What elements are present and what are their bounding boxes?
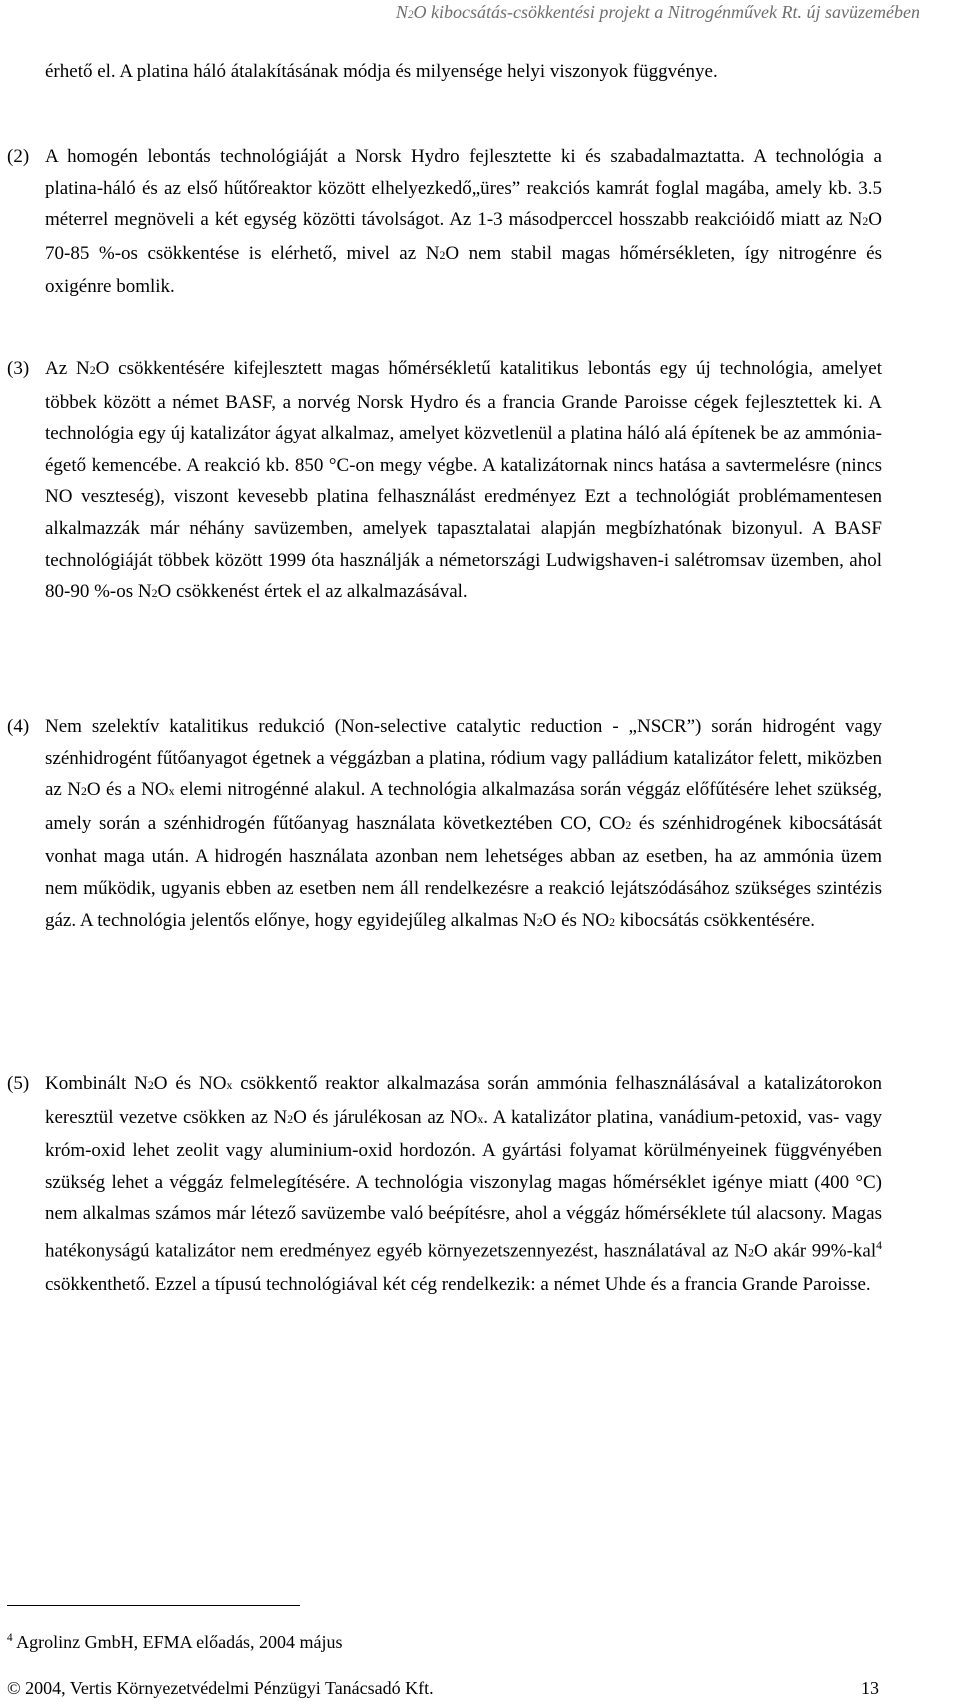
subscript: 2: [862, 215, 869, 229]
subscript: 2: [536, 915, 543, 929]
text-run: . A katalizátor platina, vanádium-petoxid, vas- vagy króm-oxid lehet zeolit vagy aluminium-oxid hordozón. A gyártási folyamat körülményeinek függvényében szükség lehet a véggáz felmelegítésére. A technológia viszonylag magas hőmérséklet igénye miatt (400 °C) nem alkalmas számos már létező savüzembe való beépítésre, ahol a véggáz hőmérséklete túl alacsony. Magas hatékonyságú katalizátor nem eredményez egyéb környezetszennyezést, használatával az N: [45, 1106, 883, 1262]
text-run: A homogén lebontás technológiáját a Norsk Hydro fejlesztette ki és szabadalmaztatta. A technológia a platina-háló és az első hűtőreaktor között elhelyezkedő„üres” reakciós kamrát foglal magába, amely kb. 3.5 méterrel megnöveli a két egység közötti távolságot. Az 1-3 másodperccel hosszabb reakcióidő miatt az N: [45, 146, 882, 231]
text-run: csökkenthető. Ezzel a típusú technológiával két cég rendelkezik: a német Uhde és a francia Grande Paroisse.: [45, 1273, 871, 1295]
footnote-mark: 4: [7, 1632, 13, 1644]
page-number: 13: [861, 1678, 879, 1698]
footnote-text: Agrolinz GmbH, EFMA előadás, 2004 május: [12, 1632, 343, 1652]
subscript: x: [477, 1112, 484, 1126]
text-run: Az N: [45, 358, 90, 379]
subscript: 2: [147, 1079, 154, 1092]
text-run: O 70-85 %-os csökkentése is elérhető, mivel az N: [45, 209, 882, 264]
item-number: (2): [7, 146, 30, 167]
text-run: O és a NO: [86, 779, 169, 801]
subscript: 2: [625, 818, 632, 832]
item-number: (3): [7, 358, 30, 379]
text-run: kibocsátás csökkentésére.: [615, 909, 816, 931]
text-run: és szénhidrogének kibocsátását vonhat maga után. A hidrogén használata azonban nem lehetséges abban az esetben, ha az ammónia üzem nem működik, ugyanis ebben az esetben nem áll rendelkezésre a reakció lejátszódásához szükséges szintézis gáz. A technológia jelentős előnye, hogy egyidejűleg alkalmas N: [45, 812, 882, 931]
text-run: O nem stabil magas hőmérsékleten, így nitrogénre és oxigénre bomlik.: [45, 242, 882, 298]
footnote-divider: [7, 1605, 300, 1606]
footnote-ref: 4: [876, 1238, 882, 1252]
subscript: 2: [609, 915, 616, 929]
text-run: Kombinált N: [45, 1073, 148, 1094]
item-text: [45, 711, 882, 938]
intro-paragraph: érhető el. A platina háló átalakításának módja és milyensége helyi viszonyok függvénye.: [45, 61, 718, 82]
text-run: Nem szelektív katalitikus redukció (Non-selective catalytic reduction - „NSCR”) során hidrogént vagy szénhidrogént fűtőanyagot égetnek a véggázban a platina, ródium vagy palládium katalizátor felett, miközben az N: [45, 716, 882, 801]
running-header: N2O kibocsátás-csökkentési projekt a Nitrogénművek Rt. új savüzemében: [395, 2, 920, 22]
subscript: 2: [439, 248, 446, 262]
item-number: (5): [7, 1073, 30, 1094]
item-text: [45, 1068, 882, 1300]
text-run: csökkentő reaktor alkalmazása során ammónia felhasználásával a katalizátorokon keresztül vezetve csökken az N: [45, 1073, 882, 1128]
subscript: 2: [151, 587, 158, 601]
text-run: O akár 99%-kal: [754, 1240, 877, 1262]
text-run: O és NO: [542, 909, 610, 931]
subscript: 2: [748, 1246, 754, 1260]
item-number: (4): [7, 716, 30, 737]
item-text: [45, 141, 882, 303]
subscript: x: [168, 785, 175, 799]
page-footer: [7, 1678, 879, 1699]
text-run: O csökkenést értek el az alkalmazásával.: [157, 581, 468, 603]
footnote: [7, 1632, 343, 1653]
text-run: O és járulékosan az NO: [293, 1106, 478, 1128]
subscript: 2: [89, 364, 96, 377]
subscript: 2: [81, 785, 87, 799]
item-text: [45, 353, 882, 610]
subscript: 2: [287, 1112, 294, 1126]
footer-copyright: © 2004, Vertis Környezetvédelmi Pénzügyi Tanácsadó Kft.: [7, 1678, 434, 1698]
text-run: O és NO: [153, 1073, 227, 1094]
text-run: elemi nitrogénné alakul. A technológia alkalmazása során véggáz előfűtésére lehet szükség, amely során a szénhidrogén fűtőanyag használata következtében CO, CO: [45, 779, 882, 834]
text-run: O csökkentésére kifejlesztett magas hőmérsékletű katalitikus lebontás egy új technológia, amelyet többek között a német BASF, a norvég Norsk Hydro és a francia Grande Paroisse cégek fejlesztettek ki. A technológia egy új katalizátor ágyat alkalmaz, amelyet közvetlenül a platina háló alá építenek be az ammónia-égető kemencébe. A reakció kb. 850 °C-on megy végbe. A katalizátornak nincs hatása a savtermelésre (nincs NO veszteség), viszont kevesebb platina felhasználást eredményez Ezt a technológiát problémamentesen alkalmazzák már néhány savüzemben, amelyek tapasztalatai alapján megbízhatónak bizonyul. A BASF technológiáját többek között 1999 óta használják a németországi Ludwigshaven-i salétromsav üzemben, ahol 80-90 %-os N: [45, 358, 882, 603]
subscript: x: [226, 1079, 233, 1092]
